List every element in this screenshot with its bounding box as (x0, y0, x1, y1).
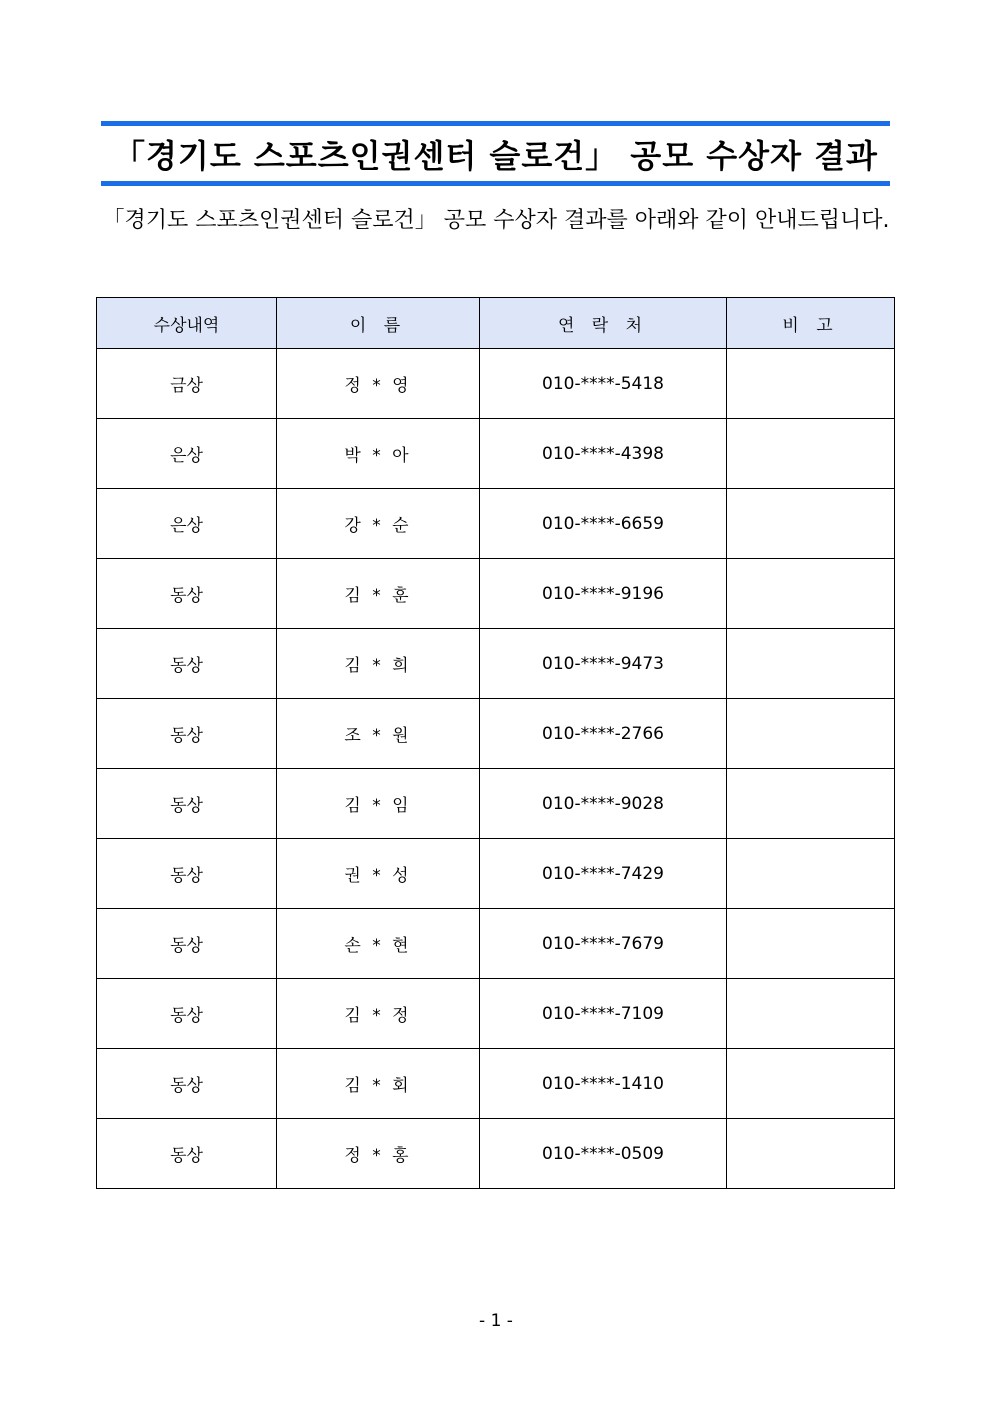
note-cell (727, 769, 895, 839)
intro-text: 「경기도 스포츠인권센터 슬로건」 공모 수상자 결과를 아래와 같이 안내드립니다. (102, 208, 890, 233)
award-cell: 은상 (97, 489, 277, 559)
table-row (97, 559, 895, 629)
name-cell: 김 * 회 (277, 1049, 480, 1119)
name-cell: 손 * 현 (277, 909, 480, 979)
header-name: 이 름 (277, 298, 480, 349)
award-cell: 동상 (97, 559, 277, 629)
table-row (97, 629, 895, 699)
award-cell: 동상 (97, 979, 277, 1049)
table-body (97, 349, 895, 1189)
phone-cell: 010-****-7679 (480, 909, 727, 979)
name-cell: 조 * 원 (277, 699, 480, 769)
name-cell: 정 * 영 (277, 349, 480, 419)
phone-cell: 010-****-9028 (480, 769, 727, 839)
note-cell (727, 1119, 895, 1189)
table-row (97, 699, 895, 769)
name-cell: 정 * 홍 (277, 1119, 480, 1189)
award-cell: 동상 (97, 769, 277, 839)
name-cell: 김 * 정 (277, 979, 480, 1049)
page-number: - 1 - (479, 1311, 513, 1331)
title-box (101, 121, 890, 186)
phone-cell: 010-****-4398 (480, 419, 727, 489)
phone-cell: 010-****-9473 (480, 629, 727, 699)
table-row (97, 489, 895, 559)
phone-cell: 010-****-0509 (480, 1119, 727, 1189)
page-title: 「경기도 스포츠인권센터 슬로건」 공모 수상자 결과 (113, 136, 878, 175)
note-cell (727, 1049, 895, 1119)
winners-table (96, 297, 895, 1189)
phone-cell: 010-****-6659 (480, 489, 727, 559)
note-cell (727, 699, 895, 769)
phone-cell: 010-****-9196 (480, 559, 727, 629)
award-cell: 은상 (97, 419, 277, 489)
table-row (97, 839, 895, 909)
header-phone: 연 락 처 (480, 298, 727, 349)
table-header-row (97, 298, 895, 349)
table-row (97, 349, 895, 419)
table-row (97, 979, 895, 1049)
note-cell (727, 909, 895, 979)
name-cell: 박 * 아 (277, 419, 480, 489)
name-cell: 김 * 임 (277, 769, 480, 839)
award-cell: 동상 (97, 1049, 277, 1119)
award-cell: 동상 (97, 909, 277, 979)
name-cell: 김 * 희 (277, 629, 480, 699)
note-cell (727, 559, 895, 629)
table-row (97, 909, 895, 979)
name-cell: 김 * 훈 (277, 559, 480, 629)
table-row (97, 1119, 895, 1189)
award-cell: 동상 (97, 699, 277, 769)
note-cell (727, 349, 895, 419)
note-cell (727, 419, 895, 489)
table-row (97, 419, 895, 489)
phone-cell: 010-****-7109 (480, 979, 727, 1049)
award-cell: 동상 (97, 839, 277, 909)
phone-cell: 010-****-2766 (480, 699, 727, 769)
phone-cell: 010-****-1410 (480, 1049, 727, 1119)
award-cell: 동상 (97, 629, 277, 699)
name-cell: 권 * 성 (277, 839, 480, 909)
table-row (97, 1049, 895, 1119)
table-row (97, 769, 895, 839)
award-cell: 동상 (97, 1119, 277, 1189)
phone-cell: 010-****-5418 (480, 349, 727, 419)
award-cell: 금상 (97, 349, 277, 419)
note-cell (727, 489, 895, 559)
header-award: 수상내역 (97, 298, 277, 349)
note-cell (727, 979, 895, 1049)
name-cell: 강 * 순 (277, 489, 480, 559)
note-cell (727, 629, 895, 699)
header-note: 비 고 (727, 298, 895, 349)
note-cell (727, 839, 895, 909)
phone-cell: 010-****-7429 (480, 839, 727, 909)
